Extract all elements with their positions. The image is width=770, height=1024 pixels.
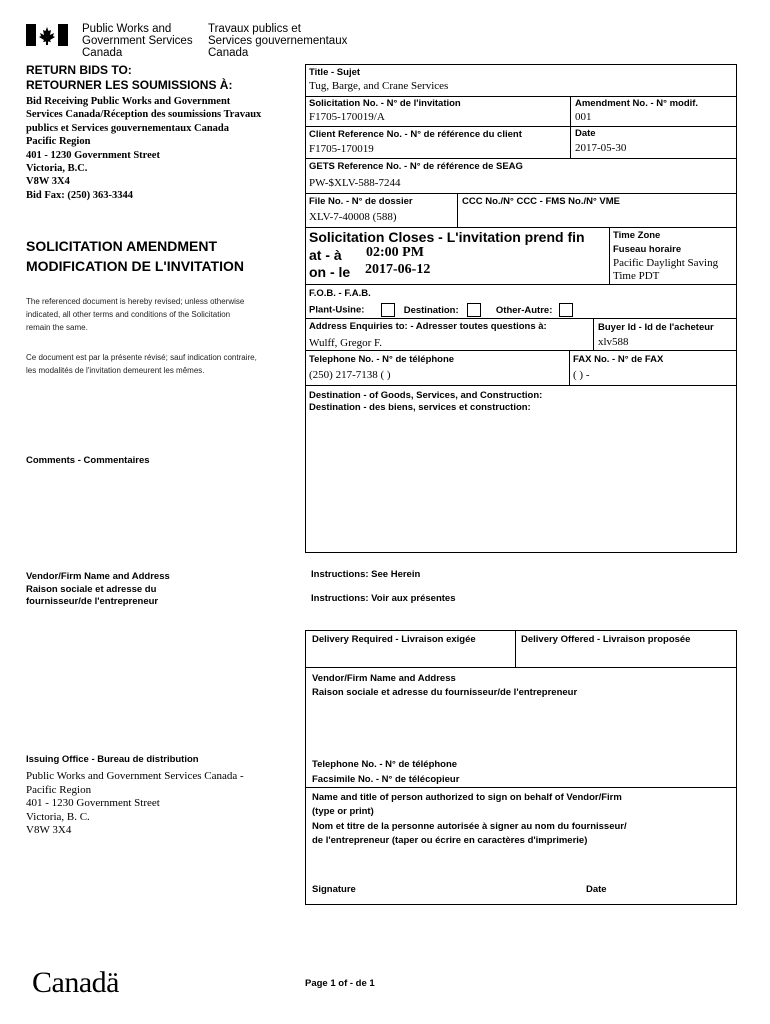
buyer-id-value: xlv588 <box>598 336 629 348</box>
destination-line: Destination - des biens, services et construction: <box>309 401 531 413</box>
dept-en-line: Canada <box>82 47 123 59</box>
return-bids-line: Victoria, B.C. <box>26 163 88 175</box>
vendor-box-line: Raison sociale et adresse du fournisseur/de l'entrepreneur <box>312 687 578 698</box>
instructions-en: Instructions: See Herein <box>311 569 421 580</box>
closes-on-label: on - le <box>309 264 351 280</box>
return-bids-line: 401 - 1230 Government Street <box>26 149 160 161</box>
time-zone-label-en: Time Zone <box>613 230 661 241</box>
solicitation-closes-title: Solicitation Closes - L'invitation prend fin <box>309 229 585 245</box>
amendment-no-label: Amendment No. - N° modif. <box>575 98 699 109</box>
gets-ref-value: PW-$XLV-588-7244 <box>309 177 401 189</box>
vendor-tel-label: Telephone No. - N° de téléphone <box>312 759 458 770</box>
address-enquiries-label: Address Enquiries to: - Adresser toutes questions à: <box>309 321 547 332</box>
destination-checkbox[interactable] <box>467 303 481 317</box>
instructions-fr: Instructions: Voir aux présentes <box>311 593 456 604</box>
amendment-note-en <box>26 295 296 334</box>
ccc-no-label: CCC No./N° CCC - FMS No./N° VME <box>462 196 621 207</box>
vendor-left-line: Vendor/Firm Name and Address <box>26 571 170 582</box>
amendment-note-fr <box>26 351 301 377</box>
vendor-box-line: Vendor/Firm Name and Address <box>312 673 456 684</box>
note-line: les modalités de l'invitation demeurent les mêmes. <box>26 366 205 375</box>
client-ref-label: Client Reference No. - N° de référence du client <box>309 129 522 140</box>
dept-name-french <box>208 23 347 59</box>
issuing-line: 401 - 1230 Government Street <box>26 797 160 809</box>
note-line: remain the same. <box>26 323 88 332</box>
return-bids-line: Bid Fax: (250) 363-3344 <box>26 189 134 201</box>
time-zone-line: Pacific Daylight Saving <box>613 257 719 269</box>
issuing-line: V8W 3X4 <box>26 824 72 836</box>
fob-options <box>309 303 577 317</box>
title-value: Tug, Barge, and Crane Services <box>309 80 449 92</box>
fax-label: FAX No. - N° de FAX <box>573 354 664 365</box>
delivery-offered-label: Delivery Offered - Livraison proposée <box>521 634 691 645</box>
canada-wordmark: Canadä <box>32 966 119 999</box>
dept-en-line: Public Works and <box>82 23 172 35</box>
amendment-title <box>26 236 244 276</box>
vendor-firm-label-left <box>26 571 170 609</box>
amendment-no-value: 001 <box>575 111 592 123</box>
other-autre-label: Other-Autre: <box>495 304 553 316</box>
time-zone-label-fr: Fuseau horaire <box>613 244 682 255</box>
vendor-phone-fax-label <box>312 758 459 787</box>
return-bids-line: Services Canada/Réception des soumissions Travaux <box>26 109 262 121</box>
destination-line: Destination - of Goods, Services, and Construction: <box>309 390 543 401</box>
telephone-label: Telephone No. - N° de téléphone <box>309 354 455 365</box>
authorized-person-label <box>312 791 627 848</box>
title-label: Title - Sujet <box>309 67 361 78</box>
dept-fr-line: Travaux publics et <box>208 23 301 35</box>
auth-line: de l'entrepreneur (taper ou écrire en caractères d'imprimerie) <box>312 834 588 846</box>
auth-line: (type or print) <box>312 806 374 818</box>
return-bids-line: Pacific Region <box>26 136 91 148</box>
return-bids-line: Bid Receiving Public Works and Government <box>26 96 231 107</box>
note-line: indicated, all other terms and conditions of the Solicitation <box>26 310 231 319</box>
time-zone-line: Time PDT <box>613 270 660 282</box>
fax-value: ( ) - <box>573 369 590 381</box>
amendment-title-fr: MODIFICATION DE L'INVITATION <box>26 258 244 274</box>
return-bids-line: V8W 3X4 <box>26 176 70 188</box>
return-bids-title-fr: RETOURNER LES SOUMISSIONS À: <box>26 78 233 92</box>
dept-en-line: Government Services <box>82 35 193 47</box>
signature-label: Signature <box>312 884 356 895</box>
closes-at-label: at - à <box>309 247 342 263</box>
issuing-line: Victoria, B. C. <box>26 810 90 823</box>
solicitation-no-value: F1705-170019/A <box>309 111 385 123</box>
buyer-id-label: Buyer Id - Id de l'acheteur <box>598 322 714 333</box>
fob-label: F.O.B. - F.A.B. <box>309 288 371 299</box>
amendment-title-en: SOLICITATION AMENDMENT <box>26 238 218 254</box>
issuing-office-address <box>26 770 244 838</box>
file-no-value: XLV-7-40008 (588) <box>309 211 397 223</box>
canada-flag-icon <box>26 24 68 46</box>
issuing-line: Public Works and Government Services Canada - <box>26 770 244 782</box>
other-autre-checkbox[interactable] <box>559 303 573 317</box>
vendor-name-address-label <box>312 672 577 700</box>
dept-name-english <box>82 23 193 59</box>
return-bids-address <box>26 95 296 202</box>
dept-fr-line: Services gouvernementaux <box>208 35 348 47</box>
time-zone-label <box>613 229 681 257</box>
solicitation-no-label: Solicitation No. - N° de l'invitation <box>309 98 461 109</box>
note-line: Ce document est par la présente révisé; sauf indication contraire, <box>26 353 257 362</box>
client-ref-value: F1705-170019 <box>309 143 374 155</box>
address-enquiries-value: Wulff, Gregor F. <box>309 337 383 349</box>
vendor-left-line: fournisseur/de l'entrepreneur <box>26 596 159 607</box>
destination-goods-label <box>309 390 542 413</box>
plant-usine-label: Plant-Usine: <box>309 304 365 316</box>
closes-at-value: 02:00 PM <box>366 245 424 260</box>
destination-label: Destination: <box>403 304 459 316</box>
issuing-office-label: Issuing Office - Bureau de distribution <box>26 754 199 765</box>
telephone-value: (250) 217-7138 ( ) <box>309 369 391 381</box>
date-label: Date <box>575 128 596 139</box>
vendor-left-line: Raison sociale et adresse du <box>26 583 157 595</box>
dept-fr-line: Canada <box>208 47 249 59</box>
closes-on-value: 2017-06-12 <box>365 262 431 277</box>
vendor-fax-label: Facsimile No. - N° de télécopieur <box>312 773 460 785</box>
return-bids-title-en: RETURN BIDS TO: <box>26 63 132 77</box>
issuing-line: Pacific Region <box>26 783 92 796</box>
plant-usine-checkbox[interactable] <box>381 303 395 317</box>
page-number: Page 1 of - de 1 <box>305 978 375 989</box>
date-value: 2017-05-30 <box>575 142 627 154</box>
note-line: The referenced document is hereby revised; unless otherwise <box>26 297 245 306</box>
time-zone-value <box>613 257 718 283</box>
return-bids-line: publics et Services gouvernementaux Canada <box>26 122 229 134</box>
auth-line: Name and title of person authorized to sign on behalf of Vendor/Firm <box>312 792 622 803</box>
delivery-required-label: Delivery Required - Livraison exigée <box>312 634 476 645</box>
return-bids-heading <box>26 63 232 93</box>
gets-ref-label: GETS Reference No. - N° de référence de SEAG <box>309 161 523 172</box>
signature-date-label: Date <box>586 884 607 895</box>
comments-label: Comments - Commentaires <box>26 455 150 466</box>
file-no-label: File No. - N° de dossier <box>309 196 413 207</box>
auth-line: Nom et titre de la personne autorisée à signer au nom du fournisseur/ <box>312 820 627 832</box>
